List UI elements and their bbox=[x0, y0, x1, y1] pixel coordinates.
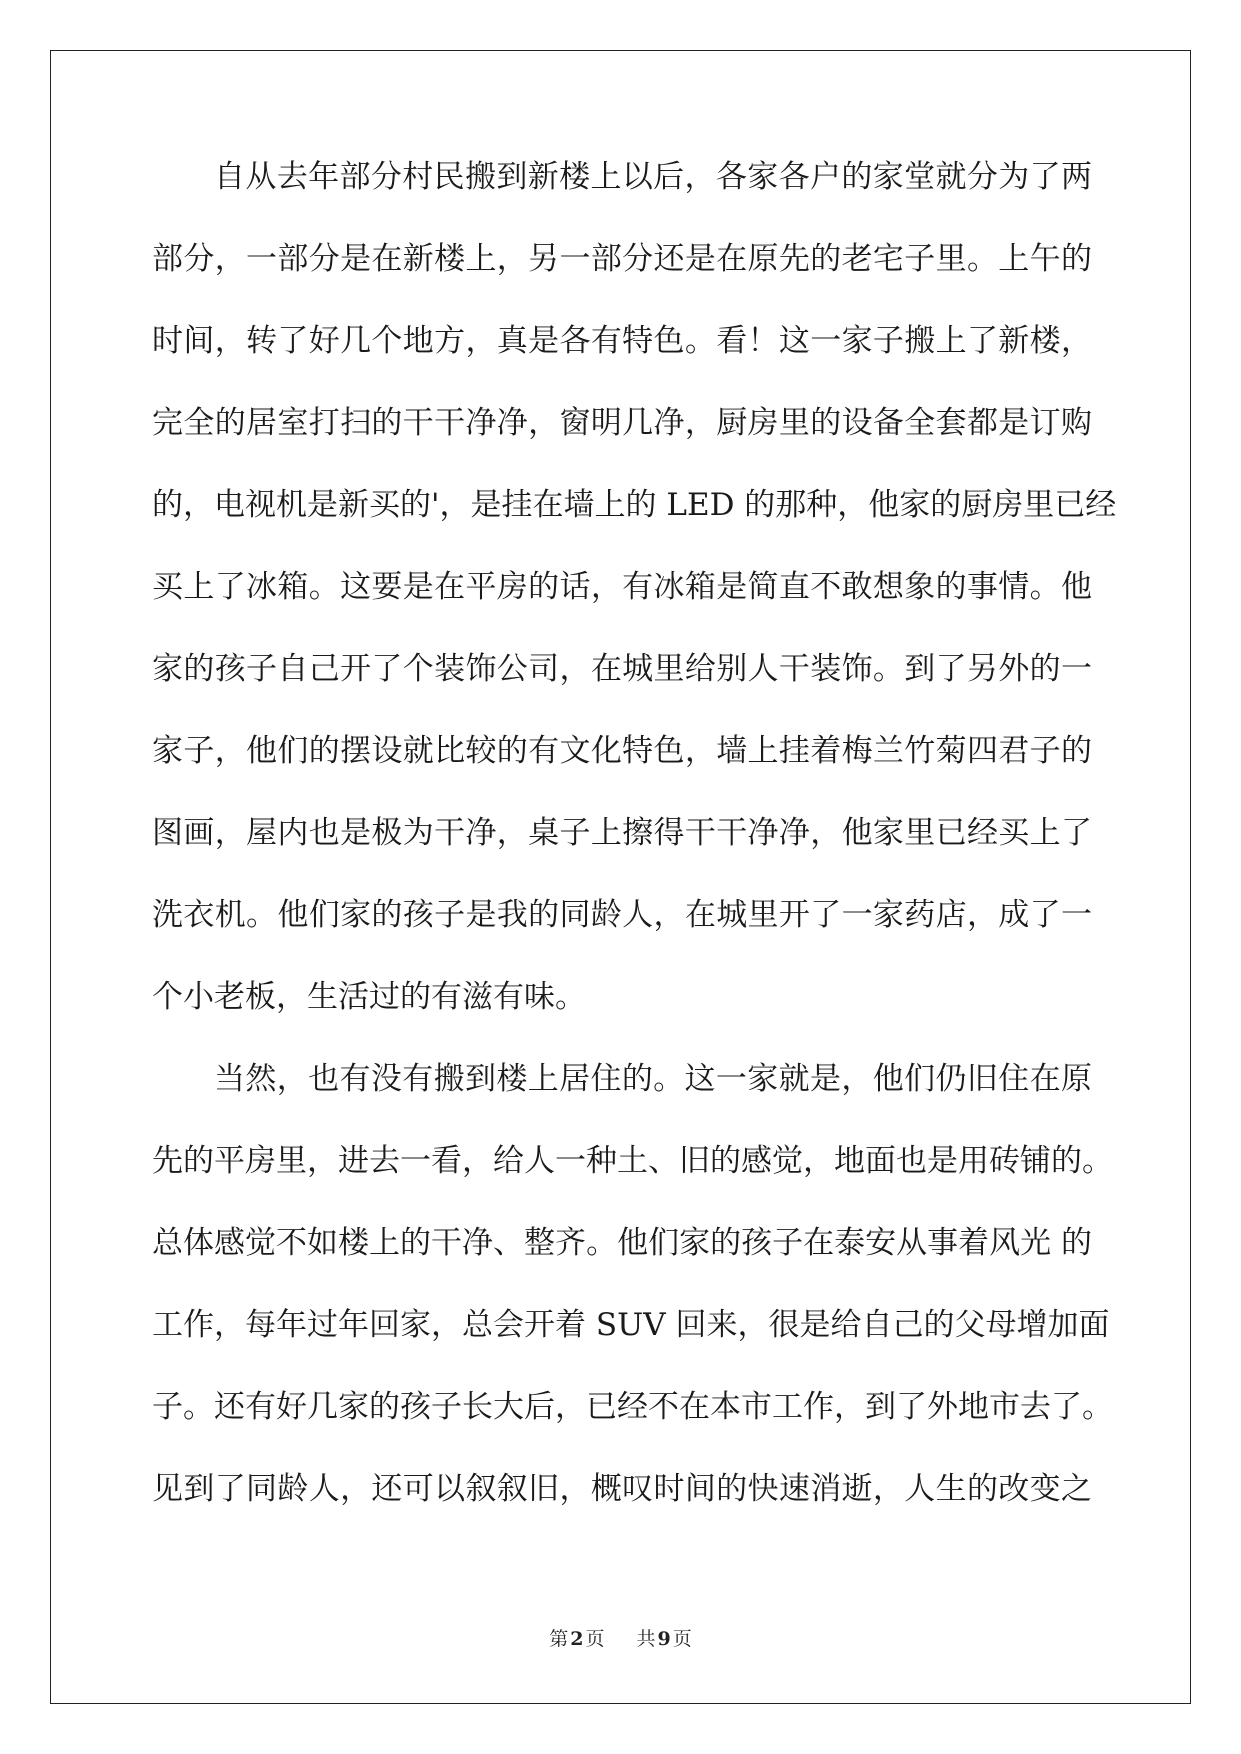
paragraph-2-line-4: 工作，每年过年回家，总会开着 SUV 回来，很是给自己的父母增加面 bbox=[152, 1307, 1110, 1343]
paragraph-1-line-1: 自从去年部分村民搬到新楼上以后，各家各户的家堂就分为了两 bbox=[214, 159, 1092, 195]
paragraph-2-line-2: 先的平房里，进去一看，给人一种土、旧的感觉，地面也是用砖铺的。 bbox=[152, 1143, 1113, 1179]
total-count: 9 bbox=[657, 1628, 671, 1650]
page-prefix: 第 bbox=[549, 1628, 569, 1650]
paragraph-2-line-5: 子。还有好几家的孩子长大后，已经不在本市工作，到了外地市去了。 bbox=[152, 1389, 1113, 1425]
paragraph-1-line-11: 个小老板，生活过的有滋有味。 bbox=[152, 979, 586, 1015]
paragraph-1-line-2: 部分，一部分是在新楼上，另一部分还是在原先的老宅子里。上午的 bbox=[152, 241, 1092, 277]
paragraph-1-line-3: 时间，转了好几个地方，真是各有特色。看！这一家子搬上了新楼， bbox=[152, 323, 1092, 359]
paragraph-2-line-3: 总体感觉不如楼上的干净、整齐。他们家的孩子在泰安从事着风光 的 bbox=[152, 1225, 1092, 1261]
page-current: 2 bbox=[570, 1628, 584, 1650]
paragraph-1-line-6: 买上了冰箱。这要是在平房的话，有冰箱是简直不敢想象的事情。他 bbox=[152, 569, 1092, 605]
document-body bbox=[152, 159, 1117, 1554]
page-number bbox=[547, 1628, 606, 1650]
paragraph-2-line-1: 当然，也有没有搬到楼上居住的。这一家就是，他们仍旧住在原 bbox=[214, 1061, 1092, 1097]
total-unit: 页 bbox=[672, 1628, 692, 1650]
total-prefix: 共 bbox=[636, 1628, 656, 1650]
paragraph-1-line-9: 图画，屋内也是极为干净，桌子上擦得干干净净，他家里已经买上了 bbox=[152, 815, 1092, 851]
page-total bbox=[635, 1628, 694, 1650]
page-unit: 页 bbox=[585, 1628, 605, 1650]
paragraph-2-line-6: 见到了同龄人，还可以叙叙旧，概叹时间的快速消逝，人生的改变之 bbox=[152, 1471, 1092, 1507]
paragraph-1-line-8: 家子，他们的摆设就比较的有文化特色，墙上挂着梅兰竹菊四君子的 bbox=[152, 733, 1092, 769]
paragraph-1-line-7: 家的孩子自己开了个装饰公司，在城里给别人干装饰。到了另外的一 bbox=[152, 651, 1092, 687]
page-footer bbox=[0, 1628, 1241, 1650]
paragraph-1-line-5: 的，电视机是新买的'，是挂在墙上的 LED 的那种，他家的厨房里已经 bbox=[152, 487, 1117, 523]
paragraph-1-line-10: 洗衣机。他们家的孩子是我的同龄人，在城里开了一家药店，成了一 bbox=[152, 897, 1092, 933]
paragraph-1-line-4: 完全的居室打扫的干干净净，窗明几净，厨房里的设备全套都是订购 bbox=[152, 405, 1092, 441]
